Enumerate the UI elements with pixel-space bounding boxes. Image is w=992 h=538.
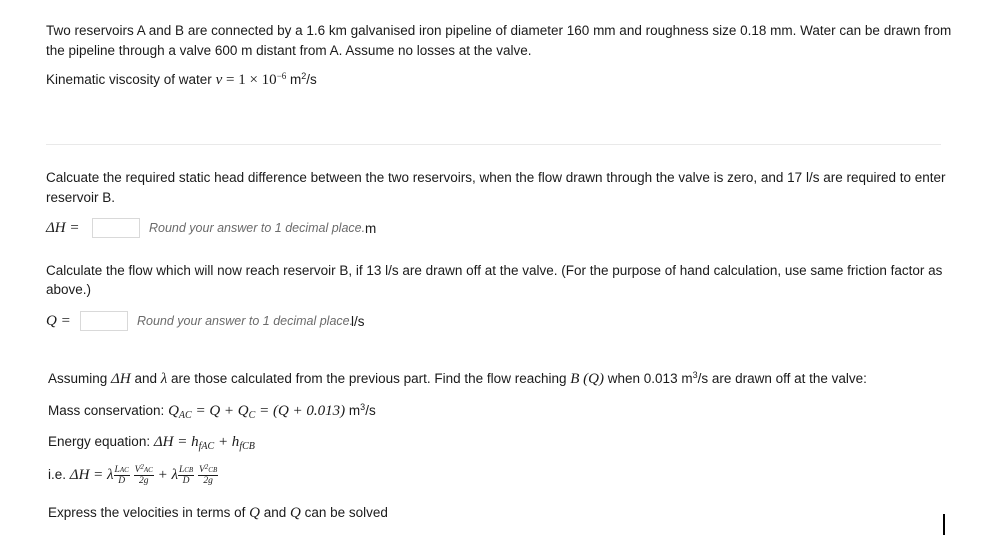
part1-line-1: Calcuate the required static head difference between the two reservoirs, when the flow drawn through the valve is zero, and 17 l/s are required to enter (46, 170, 946, 185)
part2-label: Q = (46, 313, 71, 329)
part2-line-2: above.) (46, 282, 92, 297)
fraction-vcb-2g: $\frac{V^2CB}{2g}$ (198, 462, 218, 486)
energy-equation-line: Energy equation: $\Delta H = h_{fAC} + h_{fCB}$ (48, 434, 255, 452)
problem-line-1: Two reservoirs A and B are connected by a 1.6 km galvanised iron pipeline of diameter 160 mm and roughness size 0.18 mm. Water can be drawn from (46, 23, 952, 38)
fraction-lac-d: $\frac{\text{LAC}}{D}$ (114, 464, 129, 486)
part1-line-2: reservoir B. (46, 190, 116, 205)
mass-conservation-line: Mass conservation: $Q_{AC} = Q + Q_C = (Q + 0.013)$ $m^3/s$ (48, 402, 376, 421)
part2-line-1: Calculate the flow which will now reach reservoir B, if 13 l/s are drawn off at the valve. (For the purpose of hand calculation, use same friction factor as (46, 263, 943, 278)
part3-intro: Assuming ΔH and λ are those calculated from the previous part. Find the flow reaching B (Q) when 0.013 $m^3/s$ are drawn off at the valve: (48, 370, 867, 387)
part1-hint: Round your answer to 1 decimal place. (149, 221, 366, 235)
part1-unit: m (365, 221, 377, 236)
fraction-vac-2g: $\frac{V^2AC}{2g}$ (134, 462, 153, 486)
part1-label: ΔH = (46, 220, 80, 236)
text-cursor (943, 514, 945, 535)
part2-hint: Round your answer to 1 decimal place. (137, 314, 354, 328)
viscosity-line: Kinematic viscosity of water $v = 1 \times 10^{-6}$ $m^2/s$ (46, 71, 317, 88)
fraction-lcb-d: $\frac{\text{LCB}}{D}$ (178, 464, 194, 486)
ie-equation-line: i.e. ΔH = λ $\frac{\text{LAC}}{D}$ $\frac{V^2AC}{2g}$ + λ $\frac{\text{LCB}}{D}$ $\frac{V^2CB}{2g}$ (48, 462, 218, 486)
section-divider (46, 144, 941, 145)
flow-input[interactable] (80, 311, 128, 331)
head-difference-input[interactable] (92, 218, 140, 238)
part2-unit: l/s (351, 314, 365, 329)
problem-line-2: the pipeline through a valve 600 m distant from A. Assume no losses at the valve. (46, 43, 532, 58)
express-velocities-line: Express the velocities in terms of Q and Q can be solved (48, 505, 388, 521)
